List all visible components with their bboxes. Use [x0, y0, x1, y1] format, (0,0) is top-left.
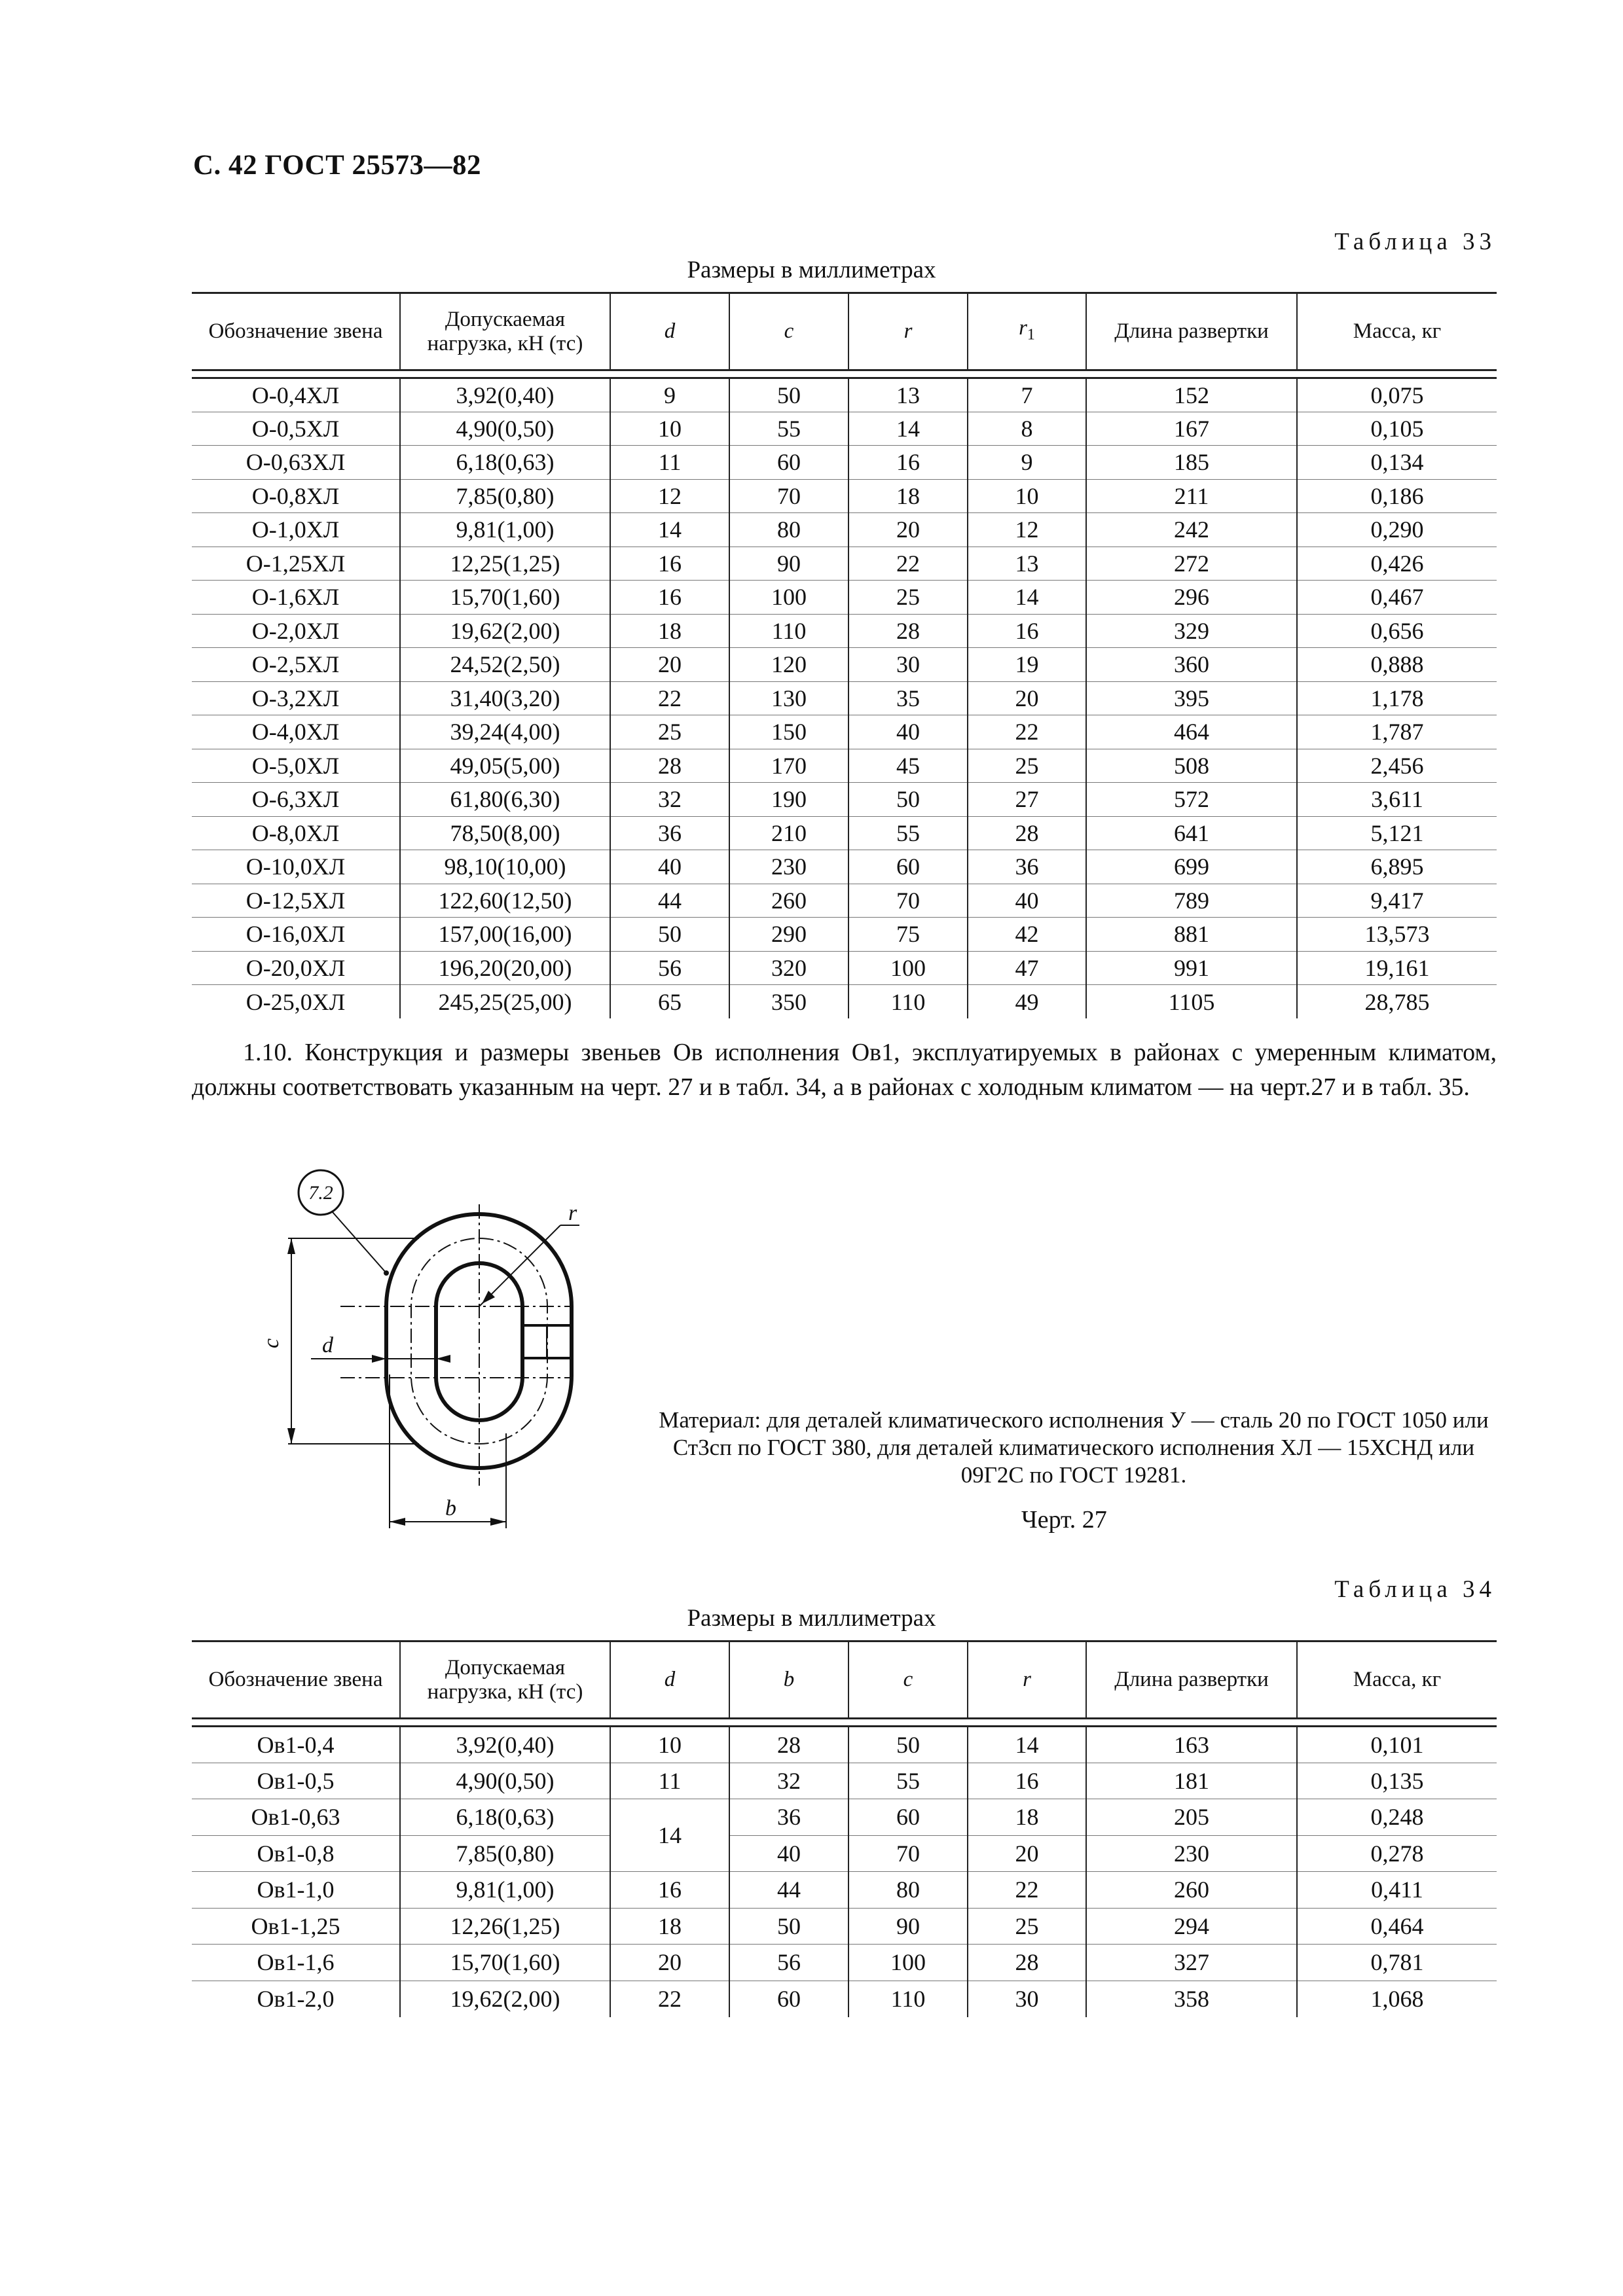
table-cell: 40: [610, 850, 729, 884]
table-cell: О-1,6ХЛ: [192, 581, 400, 615]
table-cell: 28: [610, 749, 729, 783]
table-cell: 16: [610, 547, 729, 581]
table-cell: 272: [1086, 547, 1297, 581]
table34-col-c: c: [848, 1641, 968, 1719]
table-cell: 3,611: [1297, 783, 1497, 817]
table-cell: 25: [848, 581, 968, 615]
table33-col-designation: Обозначение звена: [192, 293, 400, 370]
table-cell: 36: [729, 1799, 848, 1836]
table-cell: 150: [729, 715, 848, 749]
table-cell: 30: [968, 1981, 1086, 2017]
table-cell: 789: [1086, 884, 1297, 918]
table-cell: 296: [1086, 581, 1297, 615]
table-cell: 30: [848, 648, 968, 682]
table-cell: 22: [968, 1872, 1086, 1909]
table-cell: 395: [1086, 681, 1297, 715]
table33-col-r1: $r_1$: [968, 293, 1086, 370]
table33-col-mass: Масса, кг: [1297, 293, 1497, 370]
table-cell: 16: [610, 581, 729, 615]
table-cell: 4,90(0,50): [400, 1763, 610, 1799]
table-cell: 90: [729, 547, 848, 581]
table34-col-load: Допускаемая нагрузка, кН (тс): [400, 1641, 610, 1719]
table-cell: 327: [1086, 1945, 1297, 1981]
table-cell: 14: [968, 1727, 1086, 1763]
table-cell: 4,90(0,50): [400, 412, 610, 446]
table-row: [192, 479, 1497, 513]
table-cell: 9,417: [1297, 884, 1497, 918]
table-cell: 641: [1086, 816, 1297, 850]
table-cell: О-6,3ХЛ: [192, 783, 400, 817]
table-cell: 230: [1086, 1835, 1297, 1872]
table-cell: 211: [1086, 479, 1297, 513]
table-cell: 120: [729, 648, 848, 682]
table-row: [192, 816, 1497, 850]
table-cell: О-0,63ХЛ: [192, 446, 400, 480]
table-cell: 170: [729, 749, 848, 783]
table-cell: 12: [610, 479, 729, 513]
paragraph-1-10: 1.10. Конструкция и размеры звеньев Ов исполнения Ов1, эксплуатируемых в районах с умеренным климатом, должны соответствовать указанным на черт. 27 и в табл. 34, а в районах с холодным климатом — на черт.27 и в табл. 35.: [192, 1039, 1497, 1101]
table34-col-d: d: [610, 1641, 729, 1719]
table-cell: 110: [848, 1981, 968, 2017]
table-cell: 65: [610, 985, 729, 1019]
table-cell: 0,467: [1297, 581, 1497, 615]
table-cell: 19,161: [1297, 951, 1497, 985]
callout-label: 7.2: [308, 1182, 333, 1204]
table-cell: 9,81(1,00): [400, 1872, 610, 1909]
table-cell: 50: [848, 783, 968, 817]
table-cell: 0,290: [1297, 513, 1497, 547]
table-cell: 55: [848, 816, 968, 850]
table-cell: 0,426: [1297, 547, 1497, 581]
table-cell: 245,25(25,00): [400, 985, 610, 1019]
table-cell: 61,80(6,30): [400, 783, 610, 817]
table-cell: 19,62(2,00): [400, 614, 610, 648]
table-cell: 2,456: [1297, 749, 1497, 783]
table-cell: 7,85(0,80): [400, 479, 610, 513]
table-cell: 157,00(16,00): [400, 918, 610, 952]
table-cell: 14: [610, 1799, 729, 1872]
table33: [192, 292, 1497, 1018]
table-cell: О-2,0ХЛ: [192, 614, 400, 648]
table-cell: 0,134: [1297, 446, 1497, 480]
table34-col-designation: Обозначение звена: [192, 1641, 400, 1719]
table-cell: 44: [729, 1872, 848, 1909]
table-cell: 290: [729, 918, 848, 952]
table-cell: 19,62(2,00): [400, 1981, 610, 2017]
table-cell: О-2,5ХЛ: [192, 648, 400, 682]
table-cell: 12: [968, 513, 1086, 547]
table-cell: 12,26(1,25): [400, 1908, 610, 1945]
table34-col-mass: Масса, кг: [1297, 1641, 1497, 1719]
table-cell: 42: [968, 918, 1086, 952]
table-cell: 40: [729, 1835, 848, 1872]
table-cell: 163: [1086, 1727, 1297, 1763]
table-cell: 18: [848, 479, 968, 513]
table-row: [192, 951, 1497, 985]
table-cell: 55: [848, 1763, 968, 1799]
table-cell: О-16,0ХЛ: [192, 918, 400, 952]
table33-col-load: Допускаемая нагрузка, кН (тс): [400, 293, 610, 370]
table-cell: 18: [610, 1908, 729, 1945]
table-cell: 27: [968, 783, 1086, 817]
table-cell: 20: [610, 1945, 729, 1981]
table-cell: 1105: [1086, 985, 1297, 1019]
table-cell: 16: [968, 1763, 1086, 1799]
table-cell: 18: [968, 1799, 1086, 1836]
table-cell: 15,70(1,60): [400, 581, 610, 615]
table34-col-b: b: [729, 1641, 848, 1719]
table-cell: 25: [610, 715, 729, 749]
table-cell: 16: [968, 614, 1086, 648]
dim-c-label: c: [259, 1338, 283, 1348]
table-cell: О-5,0ХЛ: [192, 749, 400, 783]
table-cell: 20: [610, 648, 729, 682]
table-cell: О-12,5ХЛ: [192, 884, 400, 918]
table-cell: 881: [1086, 918, 1297, 952]
table-cell: 25: [968, 749, 1086, 783]
table-cell: 0,278: [1297, 1835, 1497, 1872]
table34: [192, 1640, 1497, 2017]
chain-link-drawing: [249, 1158, 589, 1551]
table-cell: 10: [610, 412, 729, 446]
table34-col-length: Длина развертки: [1086, 1641, 1297, 1719]
table-cell: 90: [848, 1908, 968, 1945]
table-cell: 11: [610, 1763, 729, 1799]
table-cell: Ов1-0,8: [192, 1835, 400, 1872]
table-cell: 10: [968, 479, 1086, 513]
table-cell: 75: [848, 918, 968, 952]
table-cell: 18: [610, 614, 729, 648]
table-cell: 100: [848, 951, 968, 985]
table-cell: 181: [1086, 1763, 1297, 1799]
table-cell: 28,785: [1297, 985, 1497, 1019]
table-cell: Ов1-1,25: [192, 1908, 400, 1945]
table-cell: О-0,4ХЛ: [192, 378, 400, 412]
table-cell: 60: [729, 1981, 848, 2017]
table-cell: О-0,8ХЛ: [192, 479, 400, 513]
table-cell: 14: [610, 513, 729, 547]
table-cell: 230: [729, 850, 848, 884]
table-cell: О-0,5ХЛ: [192, 412, 400, 446]
table-cell: 260: [1086, 1872, 1297, 1909]
table33-label: Таблица 33: [1334, 228, 1496, 255]
table-row: [192, 850, 1497, 884]
table-cell: 50: [848, 1727, 968, 1763]
table-cell: 1,068: [1297, 1981, 1497, 2017]
table-cell: 100: [729, 581, 848, 615]
table-cell: 0,135: [1297, 1763, 1497, 1799]
table-cell: 50: [610, 918, 729, 952]
table-cell: 0,248: [1297, 1799, 1497, 1836]
table-cell: О-1,0ХЛ: [192, 513, 400, 547]
dim-d-label: d: [322, 1333, 333, 1357]
table-row: [192, 1945, 1497, 1981]
dim-b-label: b: [445, 1496, 456, 1520]
table-row: [192, 918, 1497, 952]
table-row: [192, 581, 1497, 615]
table-cell: 60: [729, 446, 848, 480]
table-cell: 22: [848, 547, 968, 581]
table-cell: 60: [848, 1799, 968, 1836]
table-row: [192, 446, 1497, 480]
table-cell: 185: [1086, 446, 1297, 480]
table-cell: 9,81(1,00): [400, 513, 610, 547]
table-cell: 991: [1086, 951, 1297, 985]
table-cell: 242: [1086, 513, 1297, 547]
table-cell: 0,464: [1297, 1908, 1497, 1945]
table-cell: 22: [610, 681, 729, 715]
table-cell: 28: [848, 614, 968, 648]
table-cell: 25: [968, 1908, 1086, 1945]
table-cell: 6,18(0,63): [400, 1799, 610, 1836]
table-cell: Ов1-2,0: [257, 1986, 335, 2012]
table-row: [192, 783, 1497, 817]
table-cell: 14: [968, 581, 1086, 615]
table-row: [192, 884, 1497, 918]
table-cell: 16: [848, 446, 968, 480]
table-cell: 9: [968, 446, 1086, 480]
table-row: [192, 1835, 1497, 1872]
table-cell: 22: [968, 715, 1086, 749]
table-cell: 36: [610, 816, 729, 850]
table-row: [192, 715, 1497, 749]
table-cell: 40: [848, 715, 968, 749]
table-row: [192, 412, 1497, 446]
figure-caption: Черт. 27: [1021, 1506, 1107, 1534]
table33-col-c: c: [729, 293, 848, 370]
table-cell: О-4,0ХЛ: [192, 715, 400, 749]
table-cell: 110: [848, 985, 968, 1019]
table34-col-r: r: [968, 1641, 1086, 1719]
table-cell: О-20,0ХЛ: [192, 951, 400, 985]
table-cell: 0,101: [1297, 1727, 1497, 1763]
table-cell: Ов1-1,6: [192, 1945, 400, 1981]
table-cell: О-1,25ХЛ: [192, 547, 400, 581]
table-row: [192, 1981, 1497, 2017]
table-cell: 45: [848, 749, 968, 783]
table-cell: 28: [968, 1945, 1086, 1981]
table-cell: 3,92(0,40): [400, 1727, 610, 1763]
table34-caption: Размеры в миллиметрах: [687, 1605, 936, 1632]
table-cell: 0,888: [1297, 648, 1497, 682]
table-row: [192, 378, 1497, 412]
table-cell: 20: [968, 1835, 1086, 1872]
table-row: [192, 648, 1497, 682]
table-cell: 13: [848, 378, 968, 412]
table-cell: 699: [1086, 850, 1297, 884]
table-cell: 358: [1086, 1981, 1297, 2017]
table-cell: 10: [610, 1727, 729, 1763]
table-cell: 36: [968, 850, 1086, 884]
table-row: [192, 547, 1497, 581]
table-cell: 31,40(3,20): [400, 681, 610, 715]
table-cell: 49,05(5,00): [400, 749, 610, 783]
table-cell: 47: [968, 951, 1086, 985]
table-cell: 28: [729, 1727, 848, 1763]
table-row: [192, 513, 1497, 547]
table-cell: 196,20(20,00): [400, 951, 610, 985]
table-cell: 12,25(1,25): [400, 547, 610, 581]
table-cell: 13: [968, 547, 1086, 581]
table-cell: 49: [968, 985, 1086, 1019]
table-cell: 20: [848, 513, 968, 547]
table-cell: 190: [729, 783, 848, 817]
table-row: [192, 1908, 1497, 1945]
table-cell: 350: [729, 985, 848, 1019]
table-cell: Ов1-0,63: [192, 1799, 400, 1836]
table-cell: 100: [848, 1945, 968, 1981]
dim-r-label: r: [568, 1201, 577, 1225]
table-cell: 70: [848, 1835, 968, 1872]
table-cell: 56: [729, 1945, 848, 1981]
table-cell: 32: [729, 1763, 848, 1799]
table-cell: 3,92(0,40): [400, 378, 610, 412]
table-cell: Ов1-0,5: [192, 1763, 400, 1799]
table-cell: 14: [848, 412, 968, 446]
table-cell: 56: [610, 951, 729, 985]
table-cell: 16: [610, 1872, 729, 1909]
table-cell: 55: [729, 412, 848, 446]
table-cell: 35: [848, 681, 968, 715]
table-row: [192, 1727, 1497, 1763]
table-cell: 98,10(10,00): [400, 850, 610, 884]
table-cell: 1,178: [1297, 681, 1497, 715]
material-note: Материал: для деталей климатического исполнения У — сталь 20 по ГОСТ 1050 или Ст3сп по ГОСТ 380, для деталей климатического исполнения ХЛ — 15ХСНД или 09Г2С по ГОСТ 19281.: [659, 1407, 1489, 1488]
table-cell: 70: [848, 884, 968, 918]
table-cell: 130: [729, 681, 848, 715]
table-cell: 7,85(0,80): [400, 1835, 610, 1872]
table33-col-r: r: [848, 293, 968, 370]
table-row: [192, 681, 1497, 715]
table-cell: 50: [729, 378, 848, 412]
table-cell: 7: [968, 378, 1086, 412]
table-cell: 39,24(4,00): [400, 715, 610, 749]
table-cell: 210: [729, 816, 848, 850]
table-cell: 24,52(2,50): [400, 648, 610, 682]
table-cell: 5,121: [1297, 816, 1497, 850]
table-cell: О-3,2ХЛ: [192, 681, 400, 715]
table-row: [192, 749, 1497, 783]
table-cell: О-10,0ХЛ: [192, 850, 400, 884]
table33-col-d: d: [610, 293, 729, 370]
table-cell: 40: [968, 884, 1086, 918]
table-cell: 294: [1086, 1908, 1297, 1945]
table-cell: 32: [610, 783, 729, 817]
table-cell: 508: [1086, 749, 1297, 783]
table-row: [192, 985, 1497, 1019]
table-cell: 9: [610, 378, 729, 412]
table-cell: 6,18(0,63): [400, 446, 610, 480]
table-row: [192, 1872, 1497, 1909]
table-cell: 1,787: [1297, 715, 1497, 749]
table-cell: Ов1-0,4: [192, 1727, 400, 1763]
table-cell: 11: [610, 446, 729, 480]
table-cell: 205: [1086, 1799, 1297, 1836]
table-cell: 44: [610, 884, 729, 918]
table-cell: 60: [848, 850, 968, 884]
table-cell: Ов1-1,0: [192, 1872, 400, 1909]
table-cell: 464: [1086, 715, 1297, 749]
table-cell: 0,075: [1297, 378, 1497, 412]
table-cell: 360: [1086, 648, 1297, 682]
table-cell: 22: [610, 1981, 729, 2017]
table-cell: 78,50(8,00): [400, 816, 610, 850]
table-cell: 0,105: [1297, 412, 1497, 446]
table-cell: 20: [968, 681, 1086, 715]
table-cell: 0,656: [1297, 614, 1497, 648]
table-cell: 80: [848, 1872, 968, 1909]
table-cell: 28: [968, 816, 1086, 850]
table-cell: 167: [1086, 412, 1297, 446]
table-cell: 19: [968, 648, 1086, 682]
table-cell: 260: [729, 884, 848, 918]
table-cell: 13,573: [1297, 918, 1497, 952]
table-cell: 110: [729, 614, 848, 648]
table-cell: 50: [729, 1908, 848, 1945]
table-row: [192, 1799, 1497, 1836]
table-cell: О-8,0ХЛ: [192, 816, 400, 850]
table-cell: 320: [729, 951, 848, 985]
table-cell: О-25,0ХЛ: [246, 988, 346, 1015]
table-cell: 122,60(12,50): [400, 884, 610, 918]
table-cell: 0,411: [1297, 1872, 1497, 1909]
table-row: [192, 1763, 1497, 1799]
table33-caption: Размеры в миллиметрах: [687, 257, 936, 283]
table-cell: 152: [1086, 378, 1297, 412]
table-cell: 0,186: [1297, 479, 1497, 513]
table-cell: 6,895: [1297, 850, 1497, 884]
table-row: [192, 614, 1497, 648]
table-cell: 15,70(1,60): [400, 1945, 610, 1981]
table-cell: 8: [968, 412, 1086, 446]
table-cell: 80: [729, 513, 848, 547]
table33-col-length: Длина развертки: [1086, 293, 1297, 370]
page-header: С. 42 ГОСТ 25573—82: [193, 150, 482, 181]
table-cell: 572: [1086, 783, 1297, 817]
table-cell: 70: [729, 479, 848, 513]
table-cell: 0,781: [1297, 1945, 1497, 1981]
table-cell: 329: [1086, 614, 1297, 648]
table34-label: Таблица 34: [1334, 1576, 1496, 1603]
